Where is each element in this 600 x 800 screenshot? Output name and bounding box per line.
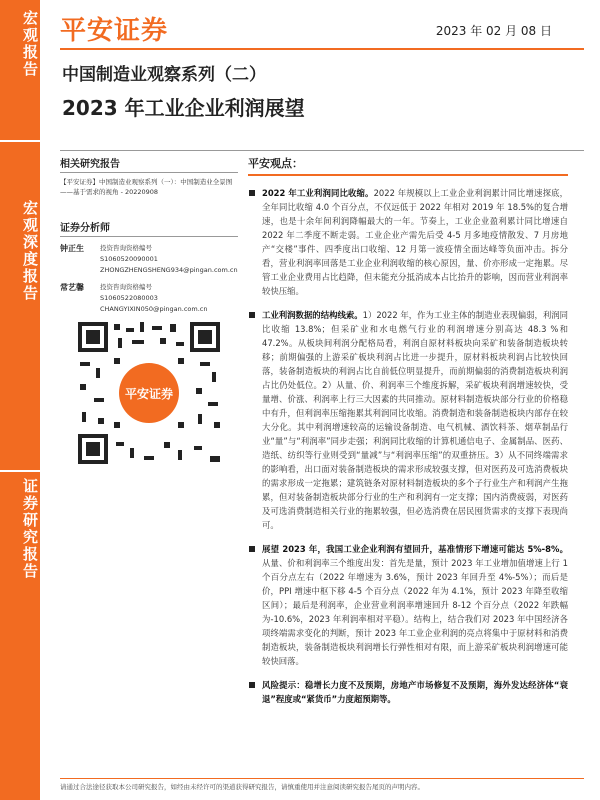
category-macro-deep-report: 宏观深度报告: [21, 200, 39, 302]
analyst-entry: [60, 243, 238, 276]
category-macro-report: 宏观报告: [21, 10, 39, 78]
footer-divider: [60, 778, 584, 779]
analyst-info: [100, 243, 238, 276]
paragraph-body: 从量、价和利润率三个维度出发：首先是量，预计 2023 年工业增加值增速上行 1 个百分点左右（2022 年增速为 3.6%，预计 2023 年回升至 4%-5%）；而后是价，PPI 增速中枢下移 4-5 个百分点（2022 年为 4.1%，预计 2023 年降至收缩区间）；最后是利润率，企业营业利润率增速回升 8-12 个百分点（2022 年跌幅为-10.6%，2023 年利润率相对平稳）。结构上，结合我们对 2023 年中国经济各项终端需求变化的判断，预计 2023 年工业企业利润的亮点将集中于原材料和消费制造板块，装备制造板块利润增长行弹性相对有限，而上游采矿板块利润增速可能较快回落。: [262, 558, 568, 666]
company-logo: 平安证券: [60, 16, 169, 46]
analyst-entry: [60, 282, 238, 315]
bullet-icon: [249, 546, 255, 552]
bullet-icon: [249, 312, 255, 318]
analyst-email[interactable]: ZHONGZHENGSHENG934@pingan.com.cn: [100, 266, 238, 274]
main-content: [248, 153, 568, 706]
left-category-bar: [0, 0, 40, 800]
viewpoints-underline: [248, 174, 568, 176]
report-date: 2023 年 02 月 08 日: [435, 24, 552, 38]
viewpoint-paragraph: [248, 308, 568, 532]
qr-logo-text: 平安证券: [124, 387, 174, 401]
divider: [0, 140, 40, 142]
divider: [0, 470, 40, 472]
paragraph-lead: 工业利润数据的结构线索。: [262, 310, 363, 320]
bullet-icon: [249, 190, 255, 196]
analyst-info: [100, 282, 207, 315]
analysts-heading: 证券分析师: [60, 217, 238, 237]
series-title: 中国制造业观察系列（二）: [62, 65, 266, 85]
page-title: 2023 年工业企业利润展望: [62, 96, 305, 120]
viewpoint-paragraph: [248, 186, 568, 298]
paragraph-lead: 2022 年工业利润同比收缩。: [262, 188, 374, 198]
paragraph-lead: 展望 2023 年，我国工业企业利润有望回升，基准情形下增速可能达 5%-8%。: [262, 544, 568, 554]
sidebar-column: [60, 153, 238, 401]
analyst-name: 钟正生: [60, 244, 84, 253]
license-number: S1060520090001: [100, 255, 158, 263]
license-number: S1060522080003: [100, 294, 158, 302]
paragraph-lead: 风险提示：稳增长力度不及预期，房地产市场修复不及预期，海外发达经济体“衰退”程度或“紧货币”力度超预期等。: [262, 680, 568, 704]
footer-disclaimer: 请通过合法途径获取本公司研究报告，如经由未经许可的渠道获得研究报告，请慎重使用并注意阅读研究报告尾页的声明内容。: [60, 783, 424, 791]
qr-code[interactable]: [74, 318, 224, 468]
risk-warning: [248, 678, 568, 706]
paragraph-body: 2022 年规模以上工业企业利润累计同比增速探底，全年同比收缩 4.0 个百分点，不仅远低于 2022 年相对 2019 年 18.5%的复合增速，也是十余年间利润降幅最大的一年。节奏上，工业企业盈利累计同比增速自 2022 年二季度不断走弱。工业企业产需先后受 4-5 月多地疫情散发、7 月房地产“交楼”事件、四季度出口收缩、12 月第一波疫情全面达峰等负面冲击。拆分看，营业利润率回落是工业企业利润收缩的核心原因，量、价亦形成一定拖累。尽管工业企业费用占比趋降，但未能充分抵消成本占比抬升的影响，因而营业利润率较快压缩。: [262, 188, 568, 296]
category-securities-research: 证券研究报告: [21, 478, 39, 580]
analyst-name: 常艺馨: [60, 283, 84, 292]
bullet-icon: [249, 682, 255, 688]
header-divider: [60, 48, 584, 50]
section-divider: [60, 150, 584, 151]
license-label: 投资咨询资格编号: [100, 283, 152, 291]
viewpoints-heading: 平安观点：: [248, 157, 303, 170]
related-reports-heading: 相关研究报告: [60, 153, 238, 173]
analyst-email[interactable]: CHANGYIXIN050@pingan.com.cn: [100, 305, 208, 313]
related-report-link[interactable]: 【平安证券】中国制造业观察系列（一）：中国制造业全景图——基于需求的视角 - 20220908: [60, 178, 233, 196]
license-label: 投资咨询资格编号: [100, 244, 152, 252]
viewpoint-paragraph: [248, 542, 568, 668]
paragraph-body: 1）2022 年，作为工业主体的制造业表现偏弱，利润同比收缩 13.8%；但采矿业和水电燃气行业的利润增速分别高达 48.3 %和 47.2%。从板块间利润分配格局看，利润自原材料板块向采矿和装备制造板块转移；前期偏强的上游采矿板块利润占比进一步提升，原材料板块利润占比较快回落，装备制造板块的利润占比自前低位明显提升，而前期偏弱的消费制造板块利润占比仍处低位。2）从量、价、利润率三个维度拆解，采矿板块利润增速较快，受量增、价涨、利润率上行三大因素的共同推动。原材料制造板块部分行业的价格稳中有升，但利润率压缩拖累其利润同比收缩。消费制造和装备制造板块内部存在较大分化。其中利润增速较高的运输设备制造、电气机械、酒饮料茶、烟草制品行业“量”与“利润率”同步走强；利润同比收缩的计算机通信电子、金属制品、医药、造纸、纺织等行业则受到“量减”与“利润率压缩”的双重挤压。3）从不同终端需求的影响看，出口面对装备制造板块的需求形成较强支撑，但对医药及可选消费板块的需求形成一定拖累；建筑链条对原材料制造板块的多个子行业生产和利润产生拖累，但对装备制造板块部分行业的生产和利润有一定支撑；国内消费疲弱，对医药及可选消费制造相关行业的拖累较强，但必选消费在居民囤货需求的支撑下表现尚可。: [262, 310, 568, 530]
